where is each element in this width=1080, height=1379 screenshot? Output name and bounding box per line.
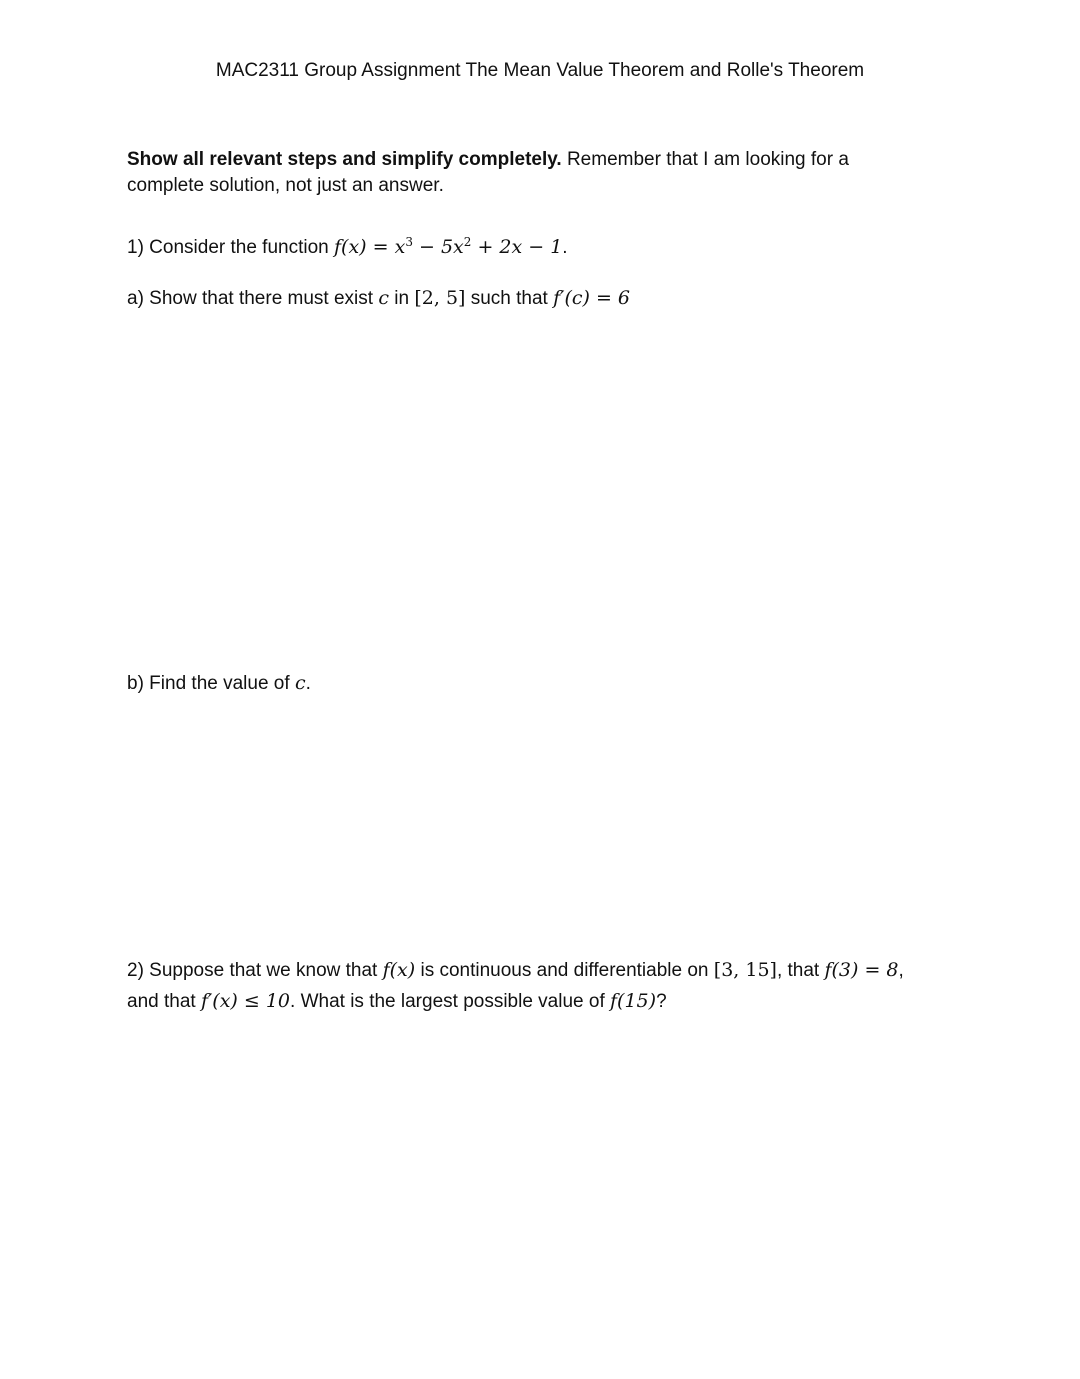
q2-part-7: ?: [656, 991, 667, 1012]
instructions-bold: Show all relevant steps and simplify completely.: [127, 149, 562, 170]
q2-line-1: [127, 955, 904, 986]
q2-f15: f(15): [610, 990, 657, 1012]
instructions: [127, 147, 849, 199]
q1b-end: .: [305, 673, 311, 694]
question-1b: [127, 670, 311, 697]
q1a-condition: f′(c) = 6: [553, 287, 631, 309]
q1b-var-c: c: [294, 672, 306, 694]
q1a-part-1: a) Show that there must exist: [127, 288, 379, 309]
question-2: [127, 955, 904, 1017]
instructions-line-1: [127, 147, 849, 173]
q1-intro: 1) Consider the function: [127, 237, 335, 258]
q1-func-lhs: f(x) = x: [334, 236, 406, 258]
q2-line-2: [127, 986, 904, 1017]
question-1: [127, 229, 568, 261]
title-text: MAC2311 Group Assignment The Mean Value Theorem and Rolle's Theorem: [215, 60, 865, 81]
q2-part-5: and that: [127, 991, 201, 1012]
q2-part-6: . What is the largest possible value of: [290, 991, 611, 1012]
instructions-text-1: Remember that I am looking for a: [561, 149, 849, 170]
q1a-var-c: c: [378, 287, 389, 309]
q1-exp-1: 3: [405, 235, 413, 249]
q2-part-3: , that: [776, 960, 825, 981]
q1a-part-2: in: [389, 288, 415, 309]
document-title: [0, 58, 1080, 84]
q2-f3: f(3) = 8: [824, 959, 899, 981]
q2-part-1: 2) Suppose that we know that: [127, 960, 383, 981]
q2-deriv: f′(x) ≤ 10: [200, 990, 291, 1012]
q1-function: [334, 236, 562, 258]
q2-part-2: is continuous and differentiable on: [415, 960, 714, 981]
q2-fx: f(x): [382, 959, 416, 981]
q2-part-4: ,: [898, 960, 904, 981]
instructions-line-2: complete solution, not just an answer.: [127, 175, 444, 196]
q1a-part-3: such that: [465, 288, 554, 309]
q1-exp-2: 2: [463, 235, 472, 249]
q1-func-mid: − 5x: [412, 236, 464, 258]
q1-func-end: + 2x − 1: [471, 236, 563, 258]
q1a-interval: [2, 5]: [414, 287, 466, 309]
q1-end: .: [562, 237, 568, 258]
question-1a: [127, 285, 630, 312]
q1b-part-1: b) Find the value of: [127, 673, 295, 694]
q2-interval: [3, 15]: [713, 959, 777, 981]
